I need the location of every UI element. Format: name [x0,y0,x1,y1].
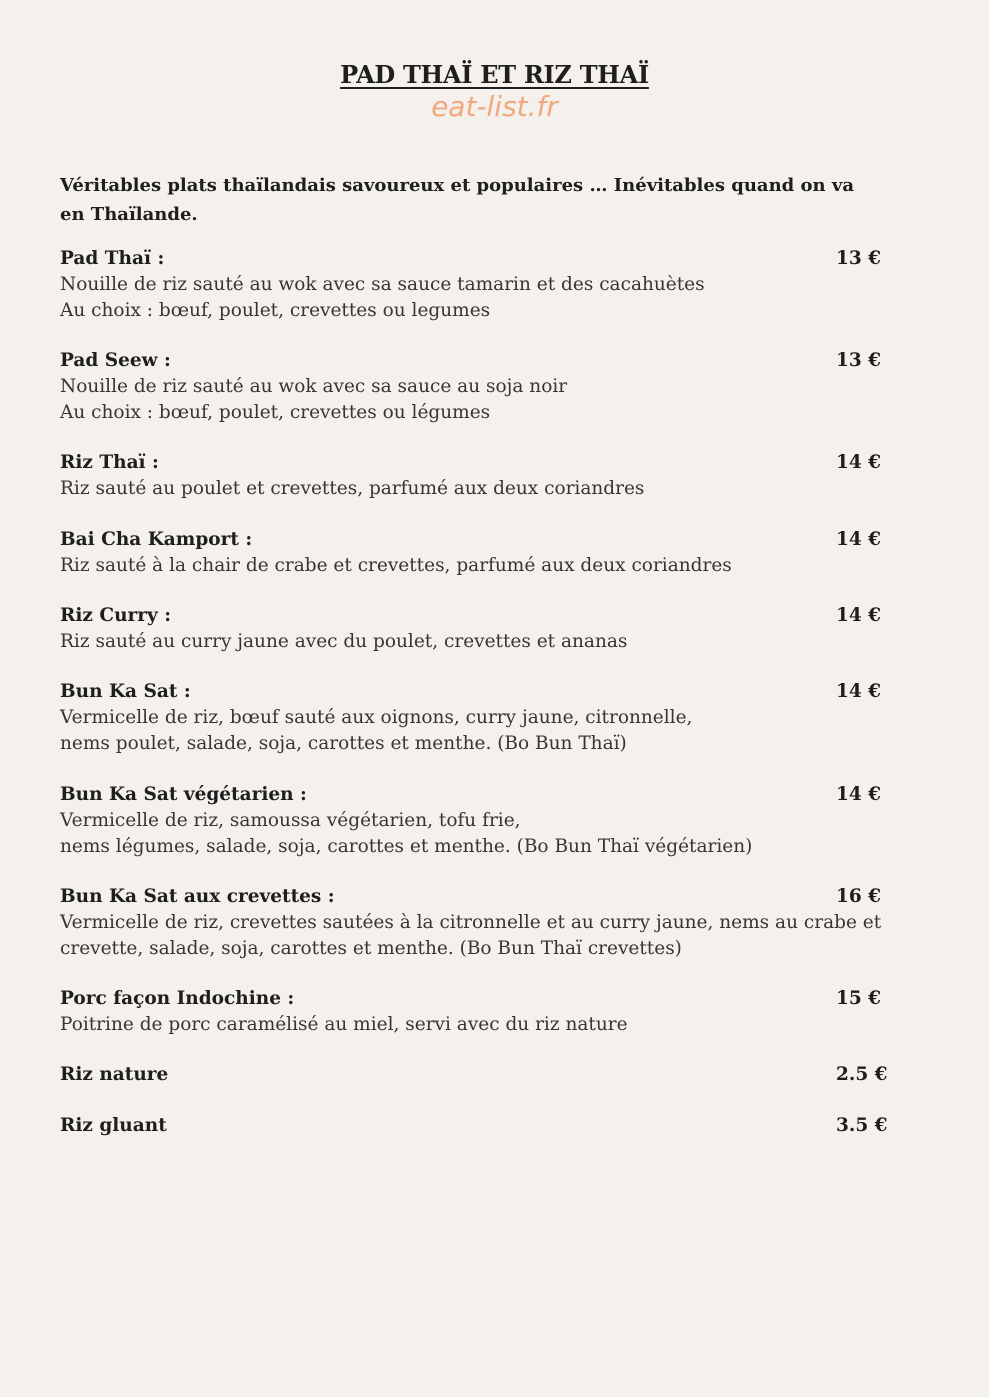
item-price: 14 € [836,452,882,473]
item-price: 15 € [836,988,882,1009]
item-price: 3.5 € [836,1115,888,1136]
item-description: Vermicelle de riz, bœuf sauté aux oignons, curry jaune, citronnelle, [60,707,693,728]
item-description: Poitrine de porc caramélisé au miel, servi avec du riz nature [60,1014,628,1035]
item-description: crevette, salade, soja, carottes et menthe. (Bo Bun Thaï crevettes) [60,938,682,959]
item-price: 13 € [836,248,882,269]
item-name: Pad Seew : [60,350,171,371]
item-description: Au choix : bœuf, poulet, crevettes ou légumes [60,402,491,423]
item-price: 14 € [836,529,882,550]
item-name: Riz nature [60,1064,169,1085]
page-title [0,60,989,89]
item-price: 13 € [836,350,882,371]
menu-item-pad-seew [60,348,890,426]
menu-item-riz-curry [60,603,890,655]
item-name: Bai Cha Kamport : [60,529,253,550]
item-description: Nouille de riz sauté au wok avec sa sauce au soja noir [60,376,568,397]
watermark: eat-list.fr [431,90,558,123]
item-price: 14 € [836,681,882,702]
menu-item-bun-ka-sat-crevettes [60,884,890,962]
item-name: Riz Thaï : [60,452,159,473]
item-description: Riz sauté à la chair de crabe et crevettes, parfumé aux deux coriandres [60,555,732,576]
item-description: Vermicelle de riz, crevettes sautées à la citronnelle et au curry jaune, nems au crabe et [60,912,882,933]
menu-item-bun-ka-sat [60,679,890,757]
menu-item-riz-thai [60,450,890,502]
page-title-text: PAD THAÏ ET RIZ THAÏ [340,60,649,89]
menu-item-riz-nature [60,1062,890,1088]
item-description: nems légumes, salade, soja, carottes et menthe. (Bo Bun Thaï végétarien) [60,836,753,857]
item-name: Bun Ka Sat aux crevettes : [60,886,335,907]
item-description: Au choix : bœuf, poulet, crevettes ou legumes [60,300,491,321]
item-description: Vermicelle de riz, samoussa végétarien, tofu frie, [60,810,521,831]
menu-item-pad-thai [60,246,890,324]
item-name: Riz gluant [60,1115,167,1136]
item-description: nems poulet, salade, soja, carottes et menthe. (Bo Bun Thaï) [60,733,627,754]
menu-item-porc-indochine [60,986,890,1038]
item-name: Bun Ka Sat végétarien : [60,784,307,805]
item-description: Nouille de riz sauté au wok avec sa sauce tamarin et des cacahuètes [60,274,705,295]
item-name: Pad Thaï : [60,248,165,269]
item-name: Porc façon Indochine : [60,988,295,1009]
item-name: Riz Curry : [60,605,172,626]
menu-item-bai-cha-kamport [60,527,890,579]
item-name: Bun Ka Sat : [60,681,191,702]
item-price: 14 € [836,605,882,626]
item-price: 14 € [836,784,882,805]
menu-item-bun-ka-sat-vegetarien [60,782,890,860]
item-description: Riz sauté au curry jaune avec du poulet, crevettes et ananas [60,631,628,652]
item-description: Riz sauté au poulet et crevettes, parfumé aux deux coriandres [60,478,645,499]
item-price: 2.5 € [836,1064,888,1085]
intro-text: Véritables plats thaïlandais savoureux et populaires … Inévitables quand on va en Thaïlande. [60,175,854,225]
menu-item-riz-gluant [60,1113,890,1139]
item-price: 16 € [836,886,882,907]
